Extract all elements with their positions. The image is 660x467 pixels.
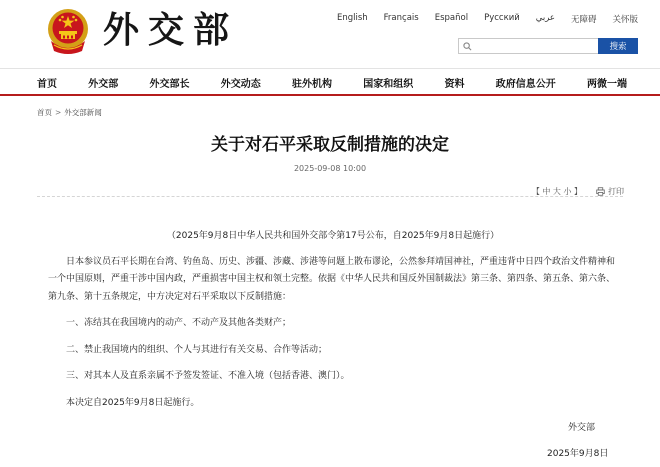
article-paragraph: 日本参议员石平长期在台湾、钓鱼岛、历史、涉疆、涉藏、涉港等问题上散布谬论，公然参拜靖国神社，严重违背中日四个政治文件精神和一个中国原则，严重干涉中国内政，严重损害中国主权和领土完整。依据《中华人民共和国反外国制裁法》第三条、第四条、第五条、第六条、第九条、第十五条规定，中方决定对石平采取以下反制措施： xyxy=(48,256,616,302)
article-title: 关于对石平采取反制措施的决定 xyxy=(211,135,449,155)
effective-date-statement: 本决定自2025年9月8日起施行。 xyxy=(66,397,200,408)
nav-ministry[interactable]: 外交部 xyxy=(88,78,119,90)
breadcrumb-separator: > xyxy=(55,108,62,117)
nav-home[interactable]: 首页 xyxy=(37,78,57,90)
search-icon xyxy=(463,42,472,51)
national-emblem-icon[interactable] xyxy=(45,7,91,55)
main-nav xyxy=(0,68,660,96)
article-subtitle: （2025年9月8日中华人民共和国外交部令第17号公布，自2025年9月8日起施行） xyxy=(166,231,500,241)
nav-countries-organizations[interactable]: 国家和组织 xyxy=(363,78,414,90)
language-bar xyxy=(321,13,638,25)
lang-arabic[interactable]: عربي xyxy=(535,13,555,23)
nav-minister[interactable]: 外交部长 xyxy=(149,78,190,90)
nav-diplomatic-news[interactable]: 外交动态 xyxy=(220,78,261,90)
site-header xyxy=(0,0,660,66)
search-box xyxy=(458,38,598,54)
signature-date: 2025年9月8日 xyxy=(547,449,609,459)
nav-materials[interactable]: 资料 xyxy=(444,78,465,90)
title-divider xyxy=(37,196,623,197)
print-label: 打印 xyxy=(608,187,624,196)
signature: 外交部 xyxy=(568,423,596,433)
lang-english[interactable]: English xyxy=(336,13,368,23)
measure-item-2: 二、禁止我国境内的组织、个人与其进行有关交易、合作等活动； xyxy=(66,344,328,355)
lang-russian[interactable]: Русский xyxy=(484,13,520,23)
printer-icon xyxy=(596,187,605,196)
search-bar xyxy=(458,38,638,54)
font-size-control[interactable]: 【 中 大 小 】 xyxy=(531,187,582,196)
lang-french[interactable]: Français xyxy=(383,13,419,23)
nav-government-info[interactable]: 政府信息公开 xyxy=(495,78,556,90)
site-logo-text[interactable]: 外交部 xyxy=(103,9,239,51)
accessibility-link[interactable]: 无障碍 xyxy=(570,15,597,25)
lang-spanish[interactable]: Español xyxy=(434,13,469,23)
article-content xyxy=(48,228,618,412)
breadcrumb-home[interactable]: 首页 xyxy=(37,108,52,117)
nav-social-media[interactable]: 两微一端 xyxy=(587,78,627,90)
article-date: 2025-09-08 10:00 xyxy=(293,164,367,173)
care-mode-link[interactable]: 关怀版 xyxy=(612,15,638,25)
nav-missions-abroad[interactable]: 驻外机构 xyxy=(292,78,332,90)
measure-item-3: 三、对其本人及直系亲属不予签发签证、不准入境（包括香港、澳门）。 xyxy=(66,371,350,381)
search-button[interactable]: 搜索 xyxy=(598,38,638,54)
measure-item-1: 一、冻结其在我国境内的动产、不动产及其他各类财产； xyxy=(66,318,292,328)
breadcrumb xyxy=(37,107,102,118)
search-input[interactable] xyxy=(459,45,598,59)
breadcrumb-current[interactable]: 外交部新闻 xyxy=(64,108,102,117)
